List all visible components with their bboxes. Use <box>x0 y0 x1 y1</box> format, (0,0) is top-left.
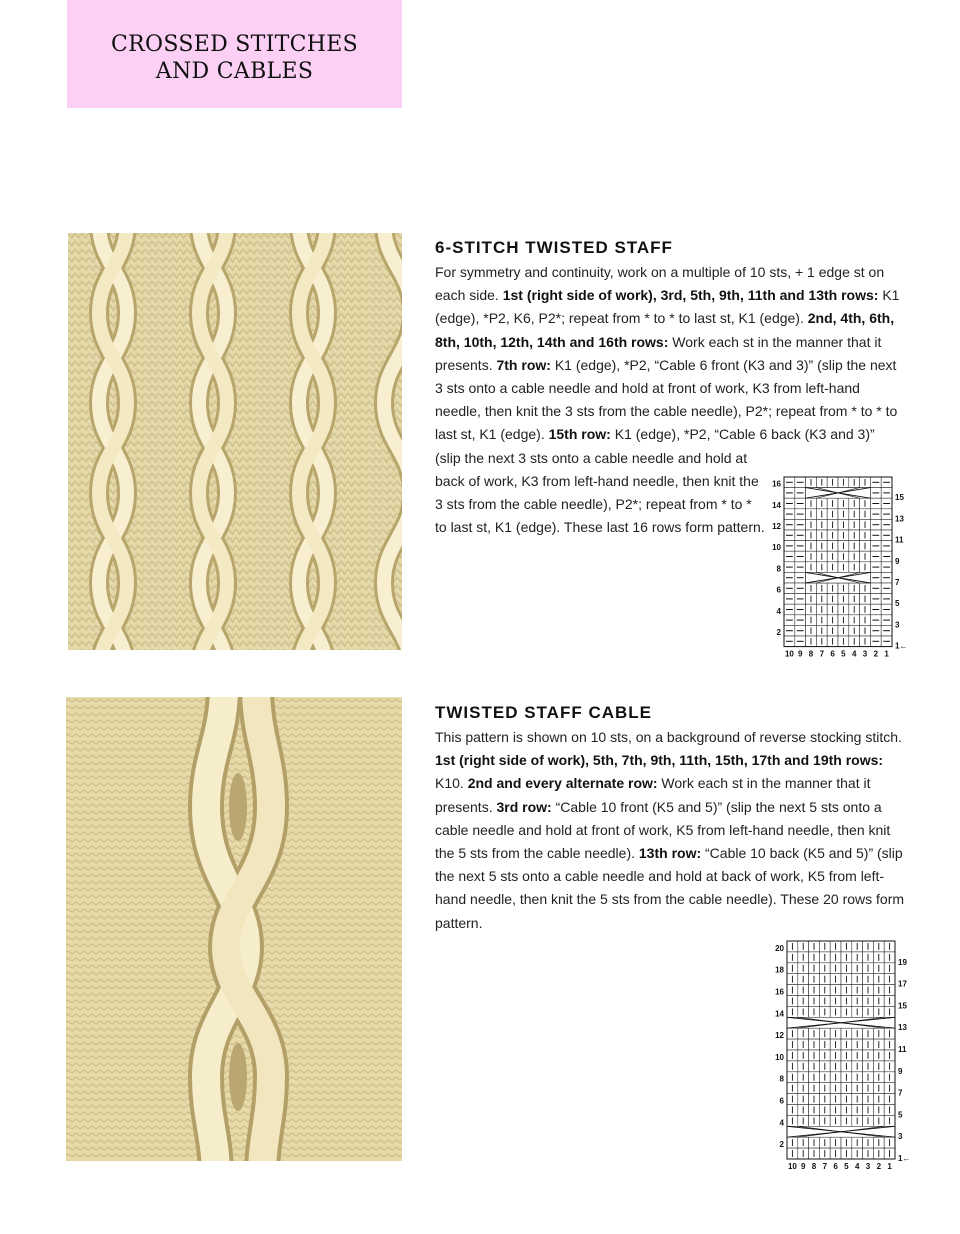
row-number-right: 15 <box>898 1001 907 1011</box>
row-number-left: 12 <box>772 522 781 531</box>
stitch-number: 9 <box>800 1162 806 1171</box>
row-number-left: 12 <box>775 1031 784 1041</box>
stitch-number: 2 <box>873 649 879 659</box>
row-number-left: 14 <box>772 500 781 510</box>
row-number-left: 6 <box>779 1096 784 1106</box>
stitch-number: 1 <box>884 649 889 659</box>
row-number-right: 1← <box>895 641 908 651</box>
row-number-right: 7 <box>895 578 900 587</box>
row-number-right: 9 <box>895 556 900 566</box>
row-number-right: 9 <box>898 1066 903 1076</box>
row-number-right: 5 <box>895 599 900 609</box>
chapter-title-line-2: AND CABLES <box>155 59 314 84</box>
stitch-number: 8 <box>811 1162 817 1171</box>
row-number-right: 17 <box>898 979 907 989</box>
row-number-left: 8 <box>776 564 781 574</box>
row-number-right: 3 <box>895 620 900 630</box>
stitch-number: 2 <box>876 1162 882 1171</box>
stitch-number: 7 <box>822 1162 828 1171</box>
stitch-number: 4 <box>854 1162 860 1171</box>
knit-swatch-photo-6-stitch <box>68 233 402 650</box>
pattern-title: 6-STITCH TWISTED STAFF <box>435 238 673 257</box>
stitch-number: 3 <box>865 1162 871 1171</box>
row-number-right: 1← <box>898 1154 911 1163</box>
stitch-number: 8 <box>808 649 814 659</box>
row-number-left: 4 <box>776 606 781 616</box>
stitch-number: 7 <box>819 649 825 659</box>
knit-swatch-photo-twisted-staff <box>66 697 402 1161</box>
stitch-number: 10 <box>787 1162 797 1171</box>
row-number-left: 16 <box>775 987 784 997</box>
stitch-number: 5 <box>841 649 846 659</box>
row-number-left: 4 <box>779 1118 784 1128</box>
row-number-left: 2 <box>779 1140 784 1150</box>
row-number-left: 18 <box>775 965 784 975</box>
stitch-number: 6 <box>833 1162 838 1171</box>
pattern-instructions-continued: (slip the next 3 sts onto a cable needle and hold at back of work, K3 from left-hand needle, then knit the 3 sts from the cable needle), P2*; repeat from * to * to last st, K1 (edge). These last 16 rows form pattern. <box>435 449 765 536</box>
stitch-chart-6-stitch <box>765 474 915 664</box>
chapter-title-line-1: CROSSED STITCHES <box>111 32 358 57</box>
row-number-right: 7 <box>898 1088 903 1098</box>
row-number-right: 11 <box>895 535 904 545</box>
stitch-number: 3 <box>862 649 868 659</box>
row-number-left: 6 <box>776 585 781 595</box>
row-number-right: 15 <box>895 493 904 503</box>
stitch-number: 4 <box>851 649 857 659</box>
row-number-left: 10 <box>775 1052 784 1062</box>
row-number-left: 10 <box>772 543 781 553</box>
stitch-number: 1 <box>887 1162 892 1171</box>
chapter-header <box>67 0 402 108</box>
stitch-number: 9 <box>797 649 803 659</box>
pattern-instructions: For symmetry and continuity, work on a multiple of 10 sts, + 1 edge st on each side. 1st (right side of work), 3rd, 5th, 9th, 11th and 13th rows: K1 (edge), *P2, K6, P2*; repeat from * to * to last st, K1 (edge). 2nd, 4th, 6th, 8th, 10th, 12th, 14th and 16th rows: Work each st in the manner that it presents. 7th row: K1 (edge), *P2, “Cable 6 front (K3 and 3)” (slip the next 3 sts onto a cable needle and hold at front of work, K3 from left-hand needle, then knit the 3 sts from the cable needle), P2*; repeat from * to * to last st, K1 (edge). 15th row: K1 (edge), *P2, “Cable 6 back (K3 and 3)” <box>435 264 900 443</box>
row-number-left: 8 <box>779 1074 784 1084</box>
row-number-left: 20 <box>775 943 784 953</box>
stitch-chart-twisted-staff <box>770 938 920 1174</box>
row-number-left: 2 <box>776 628 781 637</box>
row-number-left: 14 <box>775 1009 784 1019</box>
pattern-title: TWISTED STAFF CABLE <box>435 703 652 722</box>
row-number-right: 3 <box>898 1132 903 1142</box>
stitch-number: 5 <box>844 1162 849 1171</box>
row-number-right: 5 <box>898 1110 903 1120</box>
stitch-number: 6 <box>830 649 835 659</box>
row-number-left: 16 <box>772 479 781 489</box>
pattern-twisted-staff-cable <box>435 703 905 935</box>
row-number-right: 11 <box>898 1045 907 1054</box>
row-number-right: 13 <box>898 1023 907 1033</box>
stitch-number: 10 <box>784 649 794 659</box>
row-number-right: 13 <box>895 514 904 524</box>
pattern-instructions: This pattern is shown on 10 sts, on a background of reverse stocking stitch. 1st (right side of work), 5th, 7th, 9th, 11th, 15th, 17th and 19th rows: K10. 2nd and every alternate row: Work each st in the manner that it presents. 3rd row: “Cable 10 front (K5 and 5)” (slip the next 5 sts onto a cable needle and hold at front of work, K5 from left-hand needle, then knit the 5 sts from the cable needle). 13th row: “Cable 10 back (K5 and 5)” (slip the next 5 sts onto a cable needle and hold at back of work, K5 from left-hand needle, then knit the 5 sts from the cable needle). These 20 rows form pattern. <box>435 729 905 931</box>
row-number-right: 19 <box>898 957 907 967</box>
